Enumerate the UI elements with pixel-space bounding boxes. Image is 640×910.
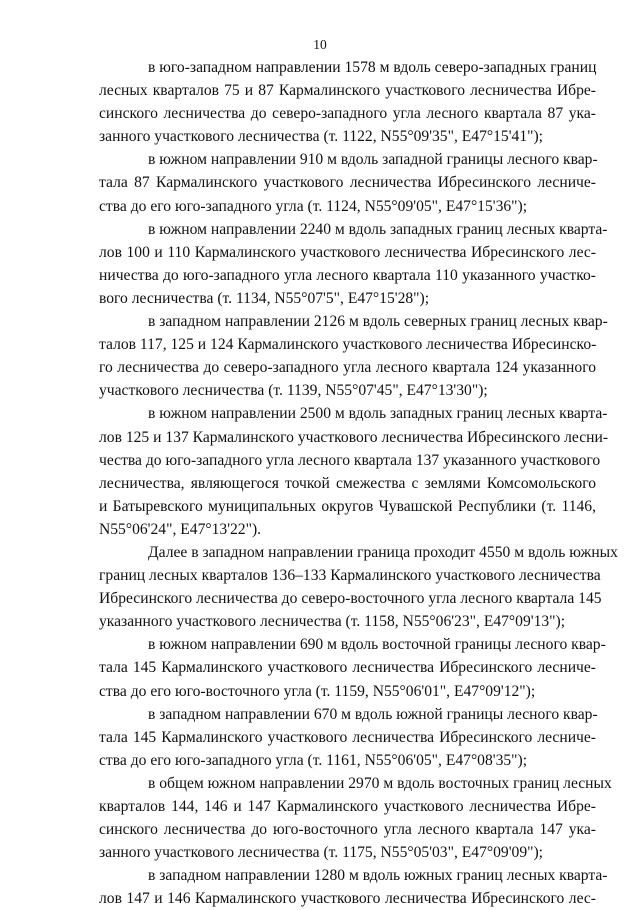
paragraph [99, 56, 596, 148]
paragraph [99, 541, 618, 633]
text-line: в юго-западном направлении 1578 м вдоль северо-западных границ [148, 59, 597, 76]
text-line: тала 87 Кармалинского участкового лесничества Ибресинского лесниче- [99, 174, 596, 192]
text-line: Далее в западном направлении граница проходит 4550 м вдоль южных [148, 543, 618, 561]
text-line: занного участкового лесничества (т. 1175, N55°05'03", E47°09'09"); [99, 844, 544, 862]
text-line: чества до юго-западного угла лесного квартала 137 указанного участкового [99, 451, 601, 469]
text-line: лесничества, являющегося точкой смежества с землями Комсомольского [99, 474, 596, 492]
text-line: в общем южном направлении 2970 м вдоль восточных границ лесных [148, 774, 612, 792]
text-line: в западном направлении 2126 м вдоль северных границ лесных квар- [148, 313, 608, 331]
text-line: го лесничества до северо-западного угла лесного квартала 124 указанного [99, 359, 596, 377]
text-line: и Батыревского муниципальных округов Чувашской Республики (т. 1146, [99, 497, 596, 515]
text-line: указанного участкового лесничества (т. 1158, N55°06'23", E47°09'13"); [99, 613, 566, 631]
text-line: лов 125 и 137 Кармалинского участкового лесничества Ибресинского лесни- [99, 428, 609, 446]
paragraph [99, 772, 612, 864]
text-line: ничества до юго-западного угла лесного квартала 110 указанного участко- [99, 266, 596, 284]
text-line: границ лесных кварталов 136–133 Кармалинского участкового лесничества [99, 567, 601, 585]
document-body [99, 56, 618, 910]
text-line: в западном направлении 1280 м вдоль южных границ лесных кварта- [148, 867, 608, 885]
text-line: в южном направлении 2240 м вдоль западных границ лесных кварта- [148, 220, 608, 238]
text-line: занного участкового лесничества (т. 1122, N55°09'35", E47°15'41"); [99, 128, 544, 146]
text-line: синского лесничества до северо-западного угла лесного квартала 87 ука- [99, 105, 596, 123]
paragraph [99, 633, 606, 702]
paragraph [99, 703, 596, 772]
text-line: синского лесничества до юго-восточного угла лесного квартала 147 ука- [99, 821, 596, 839]
text-line: ства до его юго-восточного угла (т. 1159, N55°06'01", E47°09'12"); [99, 682, 536, 700]
text-line: ства до его юго-западного угла (т. 1161, N55°06'05", E47°08'35"); [99, 751, 528, 769]
text-line: в южном направлении 2500 м вдоль западных границ лесных кварта- [148, 405, 608, 423]
page-number: 10 [313, 37, 327, 52]
text-line: тала 145 Кармалинского участкового лесничества Ибресинского лесниче- [99, 659, 596, 677]
text-line: лесных кварталов 75 и 87 Кармалинского участкового лесничества Ибре- [99, 82, 596, 100]
text-line: кварталов 144, 146 и 147 Кармалинского участкового лесничества Ибре- [99, 798, 596, 815]
text-line: участкового лесничества (т. 1139, N55°07'45", E47°13'30"); [99, 382, 488, 400]
text-line: в южном направлении 690 м вдоль восточной границы лесного квар- [148, 636, 606, 654]
paragraph [99, 310, 608, 402]
text-line: в южном направлении 910 м вдоль западной границы лесного квар- [148, 151, 598, 169]
text-line: тала 145 Кармалинского участкового лесничества Ибресинского лесниче- [99, 728, 596, 746]
text-line: в западном направлении 670 м вдоль южной границы лесного квар- [148, 705, 598, 723]
text-line: талов 117, 125 и 124 Кармалинского участкового лесничества Ибресинско- [99, 336, 597, 354]
text-line: N55°06'24", E47°13'22"). [99, 520, 262, 538]
paragraph [99, 148, 596, 217]
paragraph [99, 218, 608, 310]
paragraph [99, 864, 608, 910]
text-line: лов 147 и 146 Кармалинского участкового лесничества Ибресинского лес- [99, 890, 596, 908]
paragraph [99, 402, 609, 541]
text-line: Ибресинского лесничества до северо-восточного угла лесного квартала 145 [99, 590, 602, 608]
text-line: лов 100 и 110 Кармалинского участкового лесничества Ибресинского лес- [99, 243, 596, 261]
text-line: вого лесничества (т. 1134, N55°07'5", E47°15'28"); [99, 289, 430, 307]
text-line: ства до его юго-западного угла (т. 1124, N55°09'05", E47°15'36"); [99, 197, 528, 215]
